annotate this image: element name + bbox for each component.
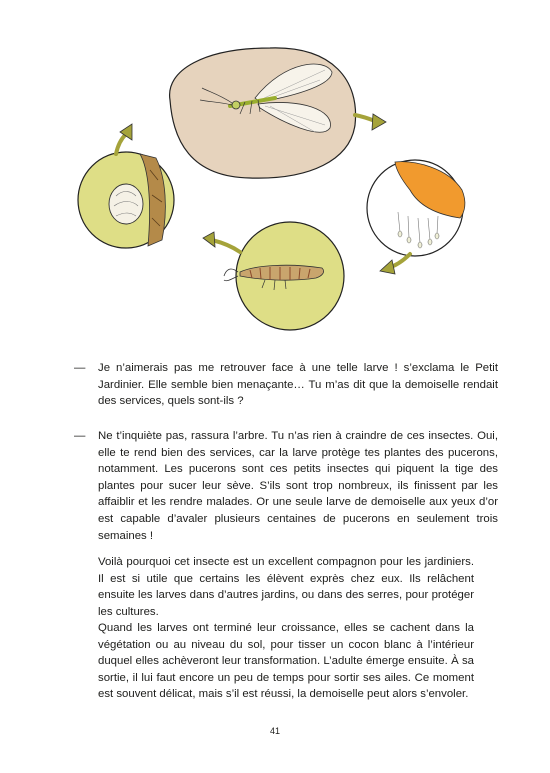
narrative-paragraph-2 (98, 620, 474, 703)
larva-stage (224, 222, 344, 330)
eggs-stage (367, 160, 465, 256)
paragraph-text: Quand les larves ont terminé leur croissance, elles se cachent dans la végétation ou au niveau du sol, pour tisser un cocon blanc à l’intérieur duquel elles achèveront leur transformation. L’adulte émerge ensuite. À sa sortie, il lui faut encore un peu de temps pour sortir ses ailes. Ce moment est souvent délicat, mais s’il est réussi, la demoiselle peut alors s’envoler. (98, 622, 474, 701)
arrow-larva-to-cocoon (212, 240, 240, 252)
arrow-cocoon-to-adult (116, 134, 126, 154)
dialogue-dash: — (74, 362, 86, 374)
dialogue-text: Ne t’inquiète pas, rassura l’arbre. Tu n’as rien à craindre de ces insectes. Oui, elle te rend bien des services, car la larve protège tes plantes des pucerons, notamment. Les pucerons sont ces petits insectes qui piquent la tige des plantes pour sucer leur sève. S’ils sont trop nombreux, ils finissent par les affaiblir et les rendre malades. Or une seule larve de demoiselle aux yeux d’or est capable d’avaler plusieurs centaines de pucerons en seulement trois semaines ! (98, 430, 498, 542)
dialogue-paragraph-1 (74, 360, 498, 410)
dialogue-text: Je n’aimerais pas me retrouver face à une telle larve ! s’exclama le Petit Jardinier. Elle semble bien menaçante… Tu m’as dit que la demoiselle rendait des services, quels sont-ils ? (98, 362, 498, 408)
adult-lacewing-stage (170, 48, 356, 178)
cocoon-stage (78, 152, 174, 248)
page-number: 41 (269, 726, 280, 736)
dialogue-dash: — (74, 430, 86, 442)
narrative-paragraph-1 (98, 554, 474, 620)
dialogue-paragraph-2 (74, 428, 498, 544)
lacewing-life-cycle-illustration (70, 40, 480, 340)
paragraph-text: Voilà pourquoi cet insecte est un excellent compagnon pour les jardiniers. Il est si utile que certains les élèvent exprès chez eux. Ils relâchent ensuite les larves dans d’autres jardins, ou dans des serres, pour protéger les cultures. (98, 556, 474, 618)
